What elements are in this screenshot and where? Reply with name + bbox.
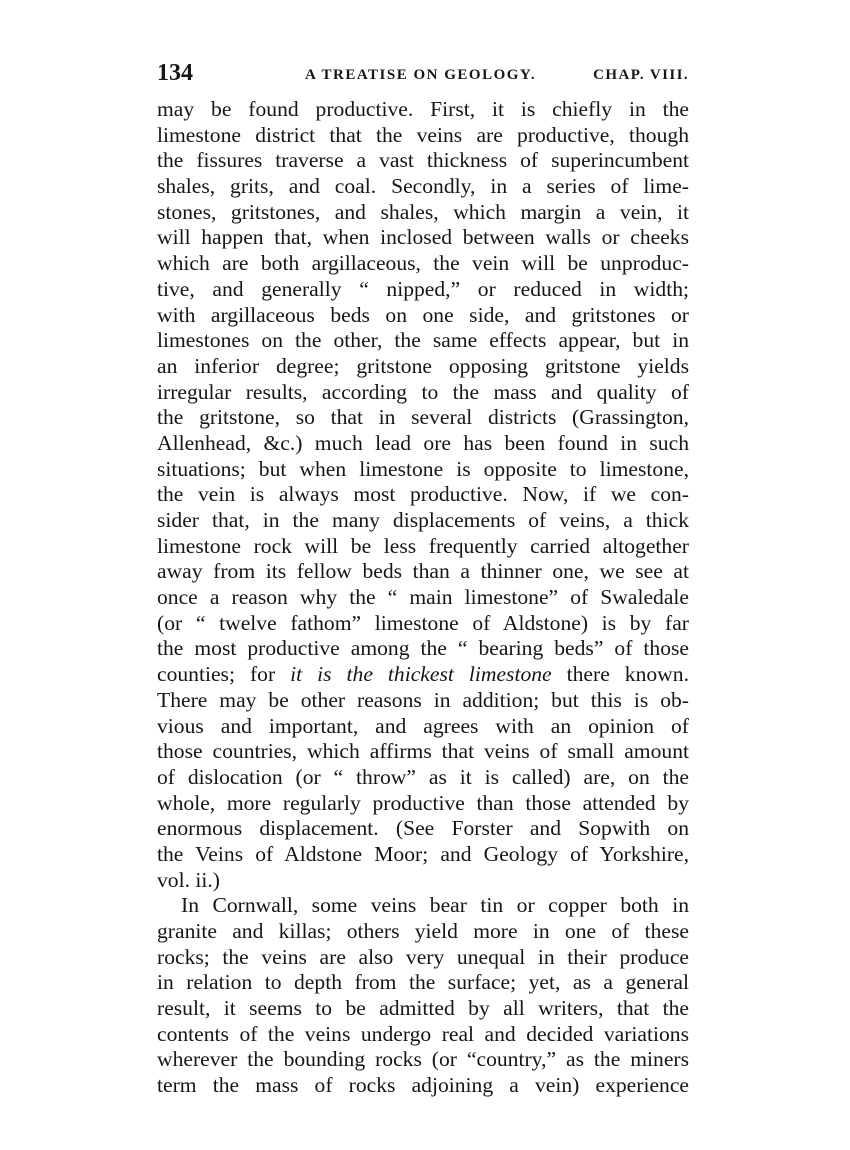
text-line: stones, gritstones, and shales, which margin a vein, it bbox=[157, 199, 689, 224]
text-line: shales, grits, and coal. Secondly, in a series of lime- bbox=[157, 174, 689, 199]
body-text bbox=[157, 97, 689, 1099]
text-line: limestone rock will be less frequently carried altogether bbox=[157, 533, 689, 558]
text-line: wherever the bounding rocks (or “country,” as the miners bbox=[157, 1047, 689, 1072]
text-line: (or “ twelve fathom” limestone of Aldstone) is by far bbox=[157, 610, 689, 635]
text-line: contents of the veins undergo real and decided variations bbox=[157, 1021, 689, 1046]
text-line: once a reason why the “ main limestone” of Swaledale bbox=[157, 585, 689, 610]
running-head bbox=[157, 58, 689, 88]
text-line: the vein is always most productive. Now, if we con- bbox=[157, 482, 689, 507]
text-line: term the mass of rocks adjoining a vein) experience bbox=[157, 1073, 689, 1098]
page-number: 134 bbox=[157, 60, 193, 86]
text-line: with argillaceous beds on one side, and gritstones or bbox=[157, 302, 689, 327]
text-line: limestones on the other, the same effects appear, but in bbox=[157, 328, 689, 353]
text-line: Allenhead, &c.) much lead ore has been found in such bbox=[157, 430, 689, 455]
text-line: granite and killas; others yield more in one of these bbox=[157, 919, 689, 943]
text-line: whole, more regularly productive than those attended by bbox=[157, 790, 689, 815]
text-line: There may be other reasons in addition; but this is ob- bbox=[157, 687, 689, 712]
chapter-label: CHAP. VIII. bbox=[593, 67, 689, 83]
text-line: the most productive among the “ bearing beds” of those bbox=[157, 636, 689, 661]
text-line: tive, and generally “ nipped,” or reduced in width; bbox=[157, 276, 689, 301]
paragraph-first-line: In Cornwall, some veins bear tin or copper both in bbox=[181, 893, 689, 918]
text-line: sider that, in the many displacements of veins, a thick bbox=[157, 508, 689, 532]
text-line: an inferior degree; gritstone opposing gritstone yields bbox=[157, 353, 689, 378]
text-segment: counties; for bbox=[157, 662, 276, 687]
text-line: vious and important, and agrees with an opinion of bbox=[157, 713, 689, 738]
text-line: enormous displacement. (See Forster and Sopwith on bbox=[157, 816, 689, 841]
text-line: will happen that, when inclosed between walls or cheeks bbox=[157, 225, 689, 250]
running-title: A TREATISE ON GEOLOGY. bbox=[305, 67, 537, 83]
text-line: the fissures traverse a vast thickness of superincumbent bbox=[157, 148, 689, 173]
text-line: the gritstone, so that in several districts (Grassington, bbox=[157, 405, 689, 430]
text-line: the Veins of Aldstone Moor; and Geology of Yorkshire, bbox=[157, 841, 689, 866]
text-line: rocks; the veins are also very unequal in their produce bbox=[157, 944, 689, 969]
text-line: limestone district that the veins are productive, though bbox=[157, 122, 689, 147]
text-line: result, it seems to be admitted by all writers, that the bbox=[157, 996, 689, 1021]
text-line: which are both argillaceous, the vein will be unproduc- bbox=[157, 251, 689, 276]
text-line: may be found productive. First, it is chiefly in the bbox=[157, 97, 689, 121]
text-line: of dislocation (or “ throw” as it is called) are, on the bbox=[157, 764, 689, 789]
text-line: situations; but when limestone is opposite to limestone, bbox=[157, 456, 689, 481]
text-line: in relation to depth from the surface; yet, as a general bbox=[157, 970, 689, 995]
text-line: vol. ii.) bbox=[157, 867, 220, 892]
text-line: those countries, which affirms that veins of small amount bbox=[157, 739, 689, 764]
italic-emphasis: it is the thickest limestone bbox=[290, 662, 552, 687]
text-line bbox=[157, 662, 689, 688]
text-segment: there known. bbox=[566, 662, 689, 687]
text-line: away from its fellow beds than a thinner one, we see at bbox=[157, 559, 689, 584]
text-line: irregular results, according to the mass and quality of bbox=[157, 379, 689, 404]
